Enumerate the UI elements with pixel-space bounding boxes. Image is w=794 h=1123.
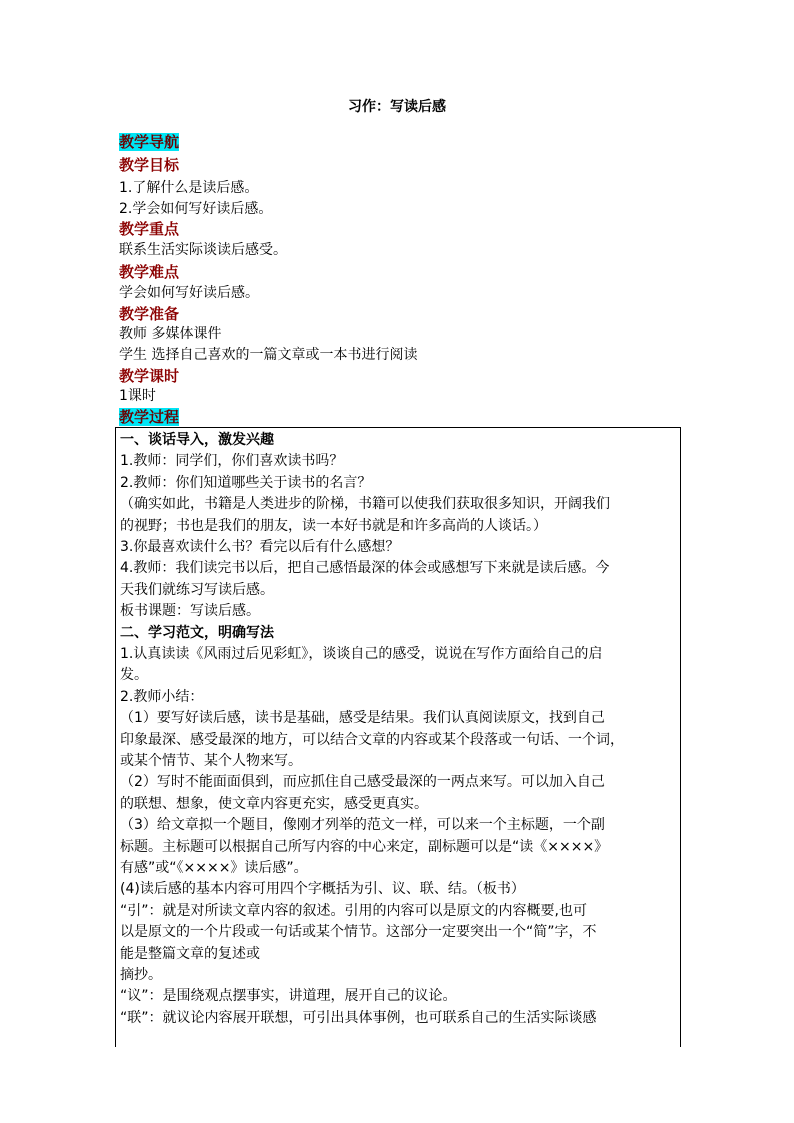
paragraph-line: 标题。主标题可以根据自己所写内容的中心来定，副标题可以是“读《××××》 — [120, 838, 609, 855]
line-text: 教学目标 — [119, 156, 180, 174]
page-title: 习作：写读后感 — [348, 99, 446, 115]
line-text: 教学难点 — [119, 263, 180, 281]
section-heading — [119, 219, 179, 240]
paragraph-line: 或某个情节、某个人物来写。 — [120, 753, 302, 769]
paragraph-line: “联”：就议论内容展开联想，可引出具体事例，也可联系自己的生活实际谈感 — [120, 1009, 597, 1026]
paragraph-line: (4)读后感的基本内容可用四个字概括为引、议、联、结。（板书） — [120, 881, 525, 898]
paragraph-line: 能是整篇文章的复述或 — [120, 945, 260, 962]
paragraph-line: 有感”或“《××××》读后感”。 — [120, 860, 308, 876]
paragraph-line: 以是原文的一个片段或一句话或某个情节。这部分一定要突出一个“简”字，不 — [120, 924, 597, 941]
line-text: 学会如何写好读后感。 — [119, 285, 259, 301]
text-line — [119, 178, 258, 198]
paragraph-line: 的视野；书也是我们的朋友，读一本好书就是和许多高尚的人谈话。） — [120, 517, 547, 534]
paragraph-line: “引”：就是对所读文章内容的叙述。引用的内容可以是原文的内容概要,也可 — [120, 902, 587, 919]
text-line — [119, 199, 272, 219]
paragraph-line: 1.教师：同学们，你们喜欢读书吗？ — [120, 453, 344, 470]
paragraph-line: （3）给文章拟一个题目，像刚才列举的范文一样，可以来一个主标题，一个副 — [120, 817, 605, 834]
paragraph-line: 板书课题：写读后感。 — [120, 603, 260, 620]
section-heading — [119, 407, 179, 428]
paragraph-line: 摘抄。 — [120, 967, 162, 983]
paragraph-line: （1）要写好读后感，读书是基础，感受是结果。我们认真阅读原文，找到自己 — [120, 710, 605, 727]
line-text: 联系生活实际谈读后感受。 — [119, 242, 287, 258]
paragraph-line: 3.你最喜欢读什么书？看完以后有什么感想？ — [120, 539, 400, 555]
paragraph-line: （确实如此，书籍是人类进步的阶梯，书籍可以使我们获取很多知识，开阔我们 — [120, 496, 610, 513]
text-line — [119, 324, 221, 344]
paragraph-line: 印象最深、感受最深的地方，可以结合文章的内容或某个段落或一句话、一个词， — [120, 731, 624, 748]
line-text: 教学重点 — [119, 220, 180, 238]
text-line — [119, 240, 287, 260]
section-heading — [119, 262, 179, 283]
line-text: 2.学会如何写好读后感。 — [119, 201, 273, 217]
paragraph-line: 1.认真读读《风雨过后见彩虹》，谈谈自己的感受，说说在写作方面给自己的启 — [120, 646, 603, 662]
section-heading: 一、谈话导入，激发兴趣 — [120, 432, 274, 448]
line-text: 教师 多媒体课件 — [119, 326, 222, 342]
paragraph-line: 2.教师：你们知道哪些关于读书的名言？ — [120, 474, 372, 491]
text-line — [119, 345, 417, 365]
paragraph-line: 2.教师小结： — [120, 688, 204, 705]
paragraph-line: 发。 — [120, 667, 148, 684]
line-text: 教学导航 — [119, 133, 180, 151]
section-heading: 二、学习范文，明确写法 — [120, 624, 274, 641]
line-text: 1.了解什么是读后感。 — [119, 180, 259, 196]
section-heading — [119, 304, 179, 325]
text-line — [119, 386, 156, 406]
paragraph-line: “议”：是围绕观点摆事实，讲道理，展开自己的议论。 — [120, 988, 457, 1005]
paragraph-line: 天我们就练习写读后感。 — [120, 581, 274, 598]
line-text: 教学准备 — [119, 305, 180, 323]
paragraph-line: 的联想、想象，使文章内容更充实，感受更真实。 — [120, 795, 428, 812]
section-heading — [119, 155, 179, 176]
section-heading — [119, 132, 179, 153]
teaching-process-box — [115, 427, 681, 1047]
text-line — [119, 283, 259, 303]
line-text: 1课时 — [119, 388, 156, 404]
line-text: 学生 选择自己喜欢的一篇文章或一本书进行阅读 — [119, 347, 418, 363]
paragraph-line: （2）写时不能面面俱到，而应抓住自己感受最深的一两点来写。可以加入自己 — [120, 774, 605, 791]
line-text: 教学过程 — [119, 408, 180, 426]
line-text: 教学课时 — [119, 367, 180, 385]
paragraph-line: 4.教师：我们读完书以后，把自己感悟最深的体会或感想写下来就是读后感。今 — [120, 560, 610, 577]
section-heading — [119, 366, 179, 387]
